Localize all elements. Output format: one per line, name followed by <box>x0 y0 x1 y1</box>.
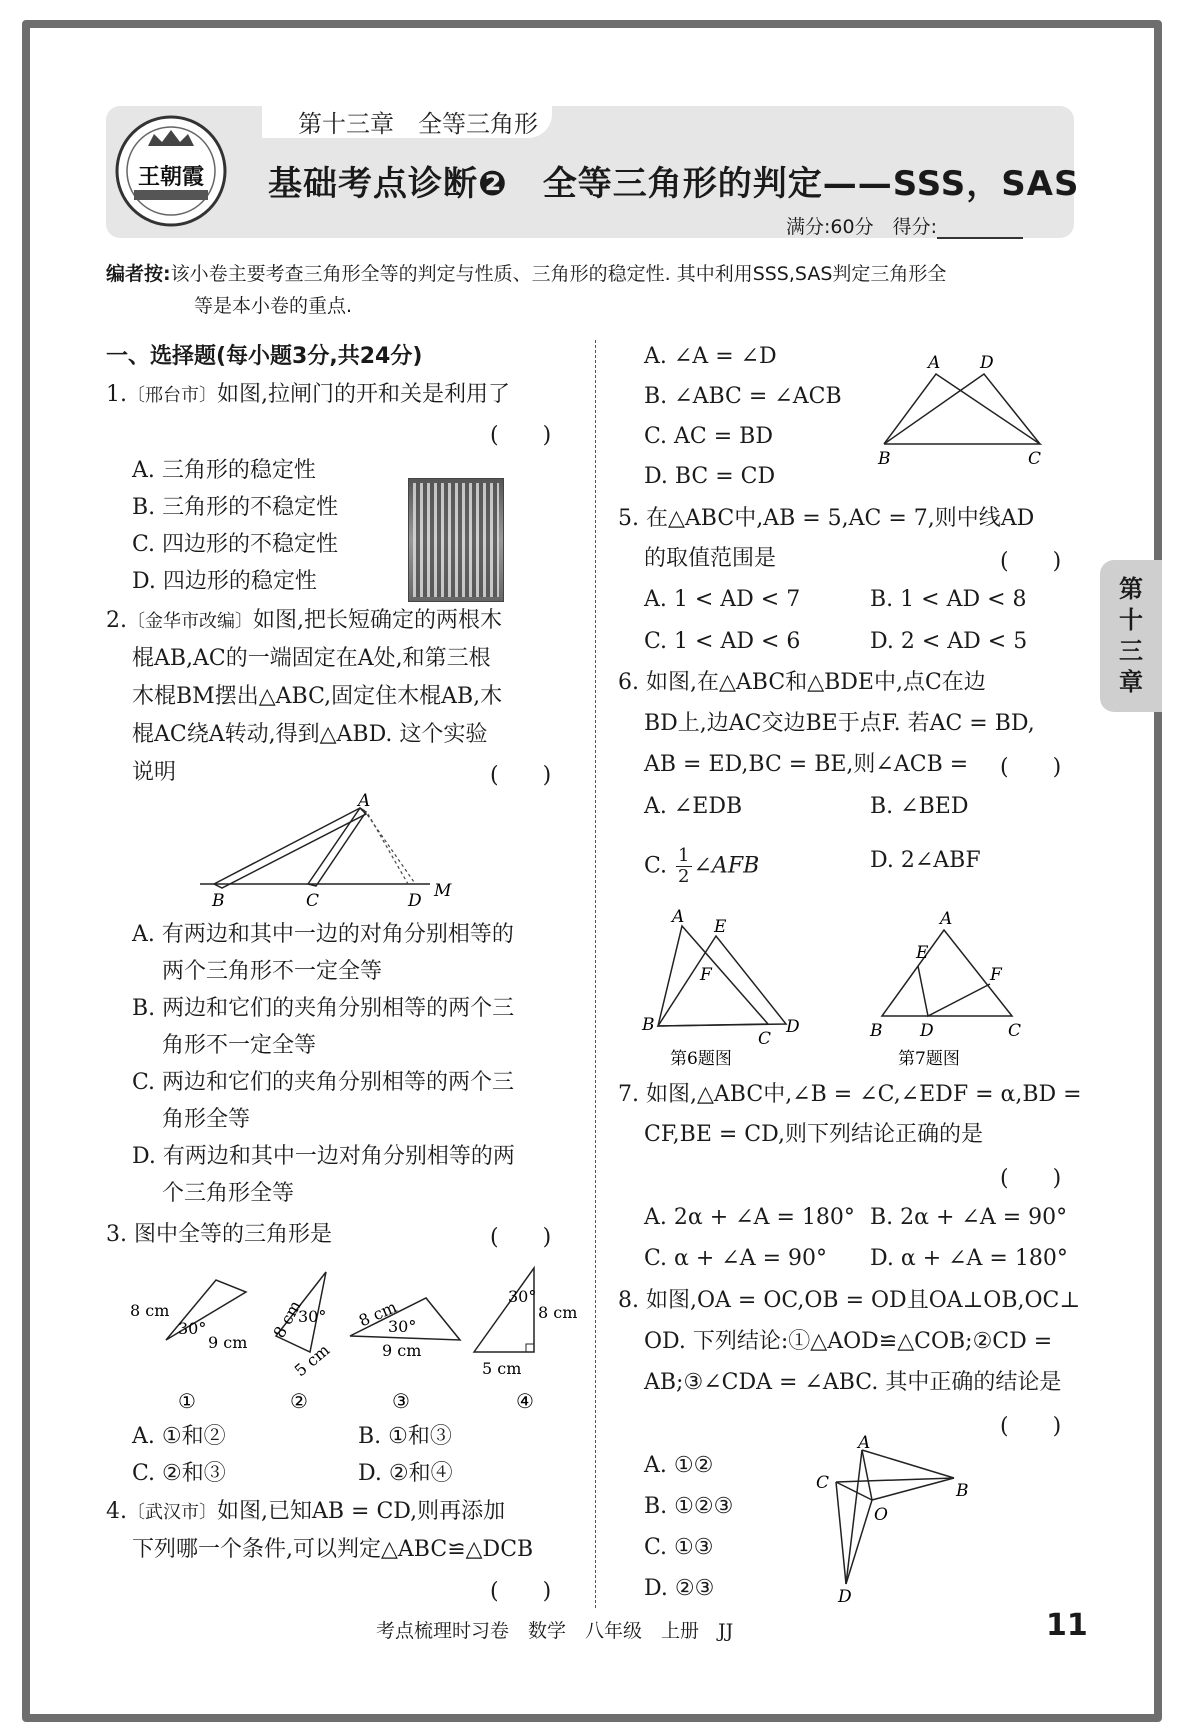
column-divider <box>595 340 596 1608</box>
editor-note-line1: 该小卷主要考查三角形全等的判定与性质、三角形的稳定性. 其中利用SSS,SAS判定三角形全 <box>170 263 947 285</box>
q2-figure <box>200 791 460 911</box>
q3-t2-number: ② <box>290 1389 308 1413</box>
q6-line2: BD上,边AC交边BE于点F. 若AC = BD, <box>644 711 1035 736</box>
section-title: 一、选择题(每小题3分,共24分) <box>106 344 423 369</box>
editor-note-line2: 等是本小卷的重点. <box>194 295 353 317</box>
q2-line1 <box>106 606 502 637</box>
q6-option-c[interactable] <box>644 846 759 887</box>
q6-fraction-denominator: 2 <box>678 866 690 887</box>
q2-text-1: 如图,把长短确定的两根木 <box>253 608 502 633</box>
q1-answer-blank[interactable]: ( ) <box>490 423 552 448</box>
q6-option-a[interactable]: A. ∠EDB <box>644 794 743 819</box>
page-title: 基础考点诊断❷ 全等三角形的判定——SSS，SAS <box>268 164 1080 204</box>
q8-line2: OD. 下列结论:①△AOD≌△COB;②CD = <box>644 1329 1053 1354</box>
q6-fraction <box>676 846 691 887</box>
q6-option-d[interactable]: D. 2∠ABF <box>870 848 981 873</box>
q4-number: 4. <box>106 1499 127 1524</box>
q4-option-b[interactable]: B. ∠ABC = ∠ACB <box>644 384 842 409</box>
q4-figure <box>876 352 1066 470</box>
q3-t2-side-a: 8 cm <box>269 1297 305 1342</box>
chapter-side-tab[interactable] <box>1100 560 1162 712</box>
q2-label-m: M <box>434 881 452 901</box>
q2-label-c: C <box>306 891 320 911</box>
q6-figure-caption: 第6题图 <box>670 1049 732 1069</box>
q3-t1-side-c: 9 cm <box>208 1333 248 1352</box>
q3-stem: 3. 图中全等的三角形是 <box>106 1222 332 1247</box>
q7-label-a: A <box>940 909 953 929</box>
q8-option-d[interactable]: D. ②③ <box>644 1576 715 1601</box>
q2-answer-blank[interactable]: ( ) <box>490 763 552 788</box>
q2-label-b: B <box>212 891 225 911</box>
q6-label-d: D <box>786 1017 800 1037</box>
q1-option-c[interactable]: C. 四边形的不稳定性 <box>132 532 339 557</box>
editor-note-label: 编者按: <box>106 263 171 285</box>
q1-stem <box>106 380 510 411</box>
q7-figure <box>868 908 1038 1070</box>
q3-t3-number: ③ <box>392 1389 410 1413</box>
q3-t3-angle: 30° <box>388 1317 417 1336</box>
q6-label-e: E <box>714 917 727 937</box>
q7-label-c: C <box>1008 1021 1022 1041</box>
q3-option-a[interactable]: A. ①和② <box>132 1424 226 1449</box>
q3-answer-blank[interactable]: ( ) <box>490 1225 552 1250</box>
q3-t1-number: ① <box>178 1389 196 1413</box>
q8-label-b: B <box>956 1481 969 1501</box>
folding-gate-photo <box>408 478 504 602</box>
q4-option-d[interactable]: D. BC = CD <box>644 464 776 489</box>
q7-label-f: F <box>990 965 1002 985</box>
q5-line2: 的取值范围是 <box>644 546 777 571</box>
q4-option-c[interactable]: C. AC = BD <box>644 424 773 449</box>
q3-option-b[interactable]: B. ①和③ <box>358 1424 452 1449</box>
q2-source: 〔金华市改编〕 <box>127 611 253 632</box>
footer: 考点梳理时习卷 数学 八年级 上册 JJ <box>376 1620 734 1642</box>
q2-option-b-cont[interactable]: 角形不一定全等 <box>162 1033 317 1058</box>
q6-option-c-letter: C. <box>644 853 668 879</box>
q3-t4-angle: 30° <box>508 1287 537 1306</box>
q7-label-d: D <box>920 1021 934 1041</box>
q1-option-b[interactable]: B. 三角形的不稳定性 <box>132 495 339 520</box>
q7-answer-blank[interactable]: ( ) <box>1000 1166 1062 1191</box>
q4-label-c: C <box>1028 449 1042 469</box>
q1-option-d[interactable]: D. 四边形的稳定性 <box>132 569 317 594</box>
q2-line5: 说明 <box>132 760 177 785</box>
q4-option-a[interactable]: A. ∠A = ∠D <box>644 344 777 369</box>
q3-option-d[interactable]: D. ②和④ <box>358 1461 453 1486</box>
q3-t2-side-c: 5 cm <box>290 1340 334 1381</box>
q2-line2: 棍AB,AC的一端固定在A处,和第三根 <box>132 646 491 671</box>
q6-option-c-text: ∠AFB <box>693 853 760 879</box>
q2-option-c-cont[interactable]: 角形全等 <box>162 1107 251 1132</box>
q3-t4-number: ④ <box>516 1389 534 1413</box>
q8-label-o: O <box>874 1505 888 1525</box>
q5-option-b[interactable]: B. 1 < AD < 8 <box>870 587 1027 612</box>
chapter-tab <box>262 102 552 138</box>
q7-line1: 7. 如图,△ABC中,∠B = ∠C,∠EDF = α,BD = <box>618 1082 1082 1107</box>
q5-answer-blank[interactable]: ( ) <box>1000 549 1062 574</box>
q4-line1 <box>106 1497 505 1528</box>
q2-option-a-cont[interactable]: 两个三角形不一定全等 <box>162 959 383 984</box>
q1-text: 如图,拉闸门的开和关是利用了 <box>217 382 510 407</box>
q3-t1-side-a: 8 cm <box>130 1301 170 1320</box>
q4-answer-blank[interactable]: ( ) <box>490 1579 552 1604</box>
q5-option-c[interactable]: C. 1 < AD < 6 <box>644 629 801 654</box>
q7-option-b[interactable]: B. 2α + ∠A = 90° <box>870 1205 1068 1230</box>
q6-line3: AB = ED,BC = BE,则∠ACB = <box>644 752 969 777</box>
publisher-logo <box>112 112 230 230</box>
q6-label-a: A <box>672 907 685 927</box>
q6-fraction-numerator: 1 <box>678 845 690 866</box>
q2-option-c[interactable]: C. 两边和它们的夹角分别相等的两个三 <box>132 1070 515 1095</box>
side-tab-label: 第十三章 <box>1119 575 1143 696</box>
q4-label-a: A <box>928 353 941 373</box>
q5-option-a[interactable]: A. 1 < AD < 7 <box>644 587 801 612</box>
q8-option-a[interactable]: A. ①② <box>644 1453 714 1478</box>
q8-option-b[interactable]: B. ①②③ <box>644 1494 734 1519</box>
q3-option-c[interactable]: C. ②和③ <box>132 1461 226 1486</box>
q6-option-b[interactable]: B. ∠BED <box>870 794 969 819</box>
q2-line4: 棍AC绕A转动,得到△ABD. 这个实验 <box>132 722 488 747</box>
score-line <box>786 212 1023 239</box>
q7-option-a[interactable]: A. 2α + ∠A = 180° <box>644 1205 855 1230</box>
q3-t4-side-b: 8 cm <box>538 1303 578 1322</box>
q7-option-d[interactable]: D. α + ∠A = 180° <box>870 1246 1068 1271</box>
q2-option-a[interactable]: A. 有两边和其中一边的对角分别相等的 <box>132 922 514 947</box>
editor-note <box>106 258 1076 322</box>
q1-option-a[interactable]: A. 三角形的稳定性 <box>132 458 316 483</box>
q2-option-d[interactable]: D. 有两边和其中一边对角分别相等的两 <box>132 1144 515 1169</box>
q3-t4-side-c: 5 cm <box>482 1359 522 1378</box>
q8-line1: 8. 如图,OA = OC,OB = OD且OA⊥OB,OC⊥ <box>618 1288 1081 1313</box>
q8-label-c: C <box>816 1473 830 1493</box>
q2-label-a: A <box>358 791 371 811</box>
q3-figure <box>126 1262 586 1422</box>
q4-source: 〔武汉市〕 <box>127 1502 217 1523</box>
q7-label-b: B <box>870 1021 883 1041</box>
q6-line1: 6. 如图,在△ABC和△BDE中,点C在边 <box>618 670 986 695</box>
q8-option-c[interactable]: C. ①③ <box>644 1535 714 1560</box>
q1-source: 〔邢台市〕 <box>127 385 217 406</box>
q5-line1: 5. 在△ABC中,AB = 5,AC = 7,则中线AD <box>618 506 1035 531</box>
q3-t3-side-c: 9 cm <box>382 1341 422 1360</box>
q1-number: 1. <box>106 382 127 407</box>
q7-option-c[interactable]: C. α + ∠A = 90° <box>644 1246 828 1271</box>
q2-line3: 木棍BM摆出△ABC,固定住木棍AB,木 <box>132 684 503 709</box>
q6-answer-blank[interactable]: ( ) <box>1000 755 1062 780</box>
q4-text-1: 如图,已知AB = CD,则再添加 <box>217 1499 506 1524</box>
score-label: 满分:60分 得分: <box>786 216 937 238</box>
q8-label-a: A <box>858 1433 871 1453</box>
q8-figure <box>806 1433 986 1607</box>
q7-line2: CF,BE = CD,则下列结论正确的是 <box>644 1122 983 1147</box>
q2-option-b[interactable]: B. 两边和它们的夹角分别相等的两个三 <box>132 996 515 1021</box>
q6-label-f: F <box>700 965 712 985</box>
q6-figure <box>640 902 810 1070</box>
q3-t1-angle: 30° <box>178 1319 207 1338</box>
q3-t3-side-a: 8 cm <box>355 1297 400 1331</box>
chapter-label: 第十三章 全等三角形 <box>298 110 538 138</box>
q3-t2-angle: 30° <box>298 1307 327 1326</box>
q7-label-e: E <box>916 943 929 963</box>
q6-label-c: C <box>758 1029 772 1049</box>
q4-label-b: B <box>878 449 891 469</box>
q8-answer-blank[interactable]: ( ) <box>1000 1414 1062 1439</box>
q8-line3: AB;③∠CDA = ∠ABC. 其中正确的结论是 <box>644 1370 1062 1395</box>
q5-option-d[interactable]: D. 2 < AD < 5 <box>870 629 1028 654</box>
q2-option-d-cont[interactable]: 个三角形全等 <box>162 1181 295 1206</box>
logo-text: 王朝霞 <box>137 164 205 190</box>
q4-line2: 下列哪一个条件,可以判定△ABC≌△DCB <box>132 1537 534 1562</box>
q2-number: 2. <box>106 608 127 633</box>
q6-label-b: B <box>642 1015 655 1035</box>
page-number: 11 <box>1046 1608 1088 1643</box>
q7-figure-caption: 第7题图 <box>898 1049 960 1069</box>
score-blank[interactable] <box>937 219 1023 239</box>
q4-label-d: D <box>980 353 994 373</box>
q2-label-d: D <box>408 891 422 911</box>
q8-label-d: D <box>838 1587 852 1607</box>
